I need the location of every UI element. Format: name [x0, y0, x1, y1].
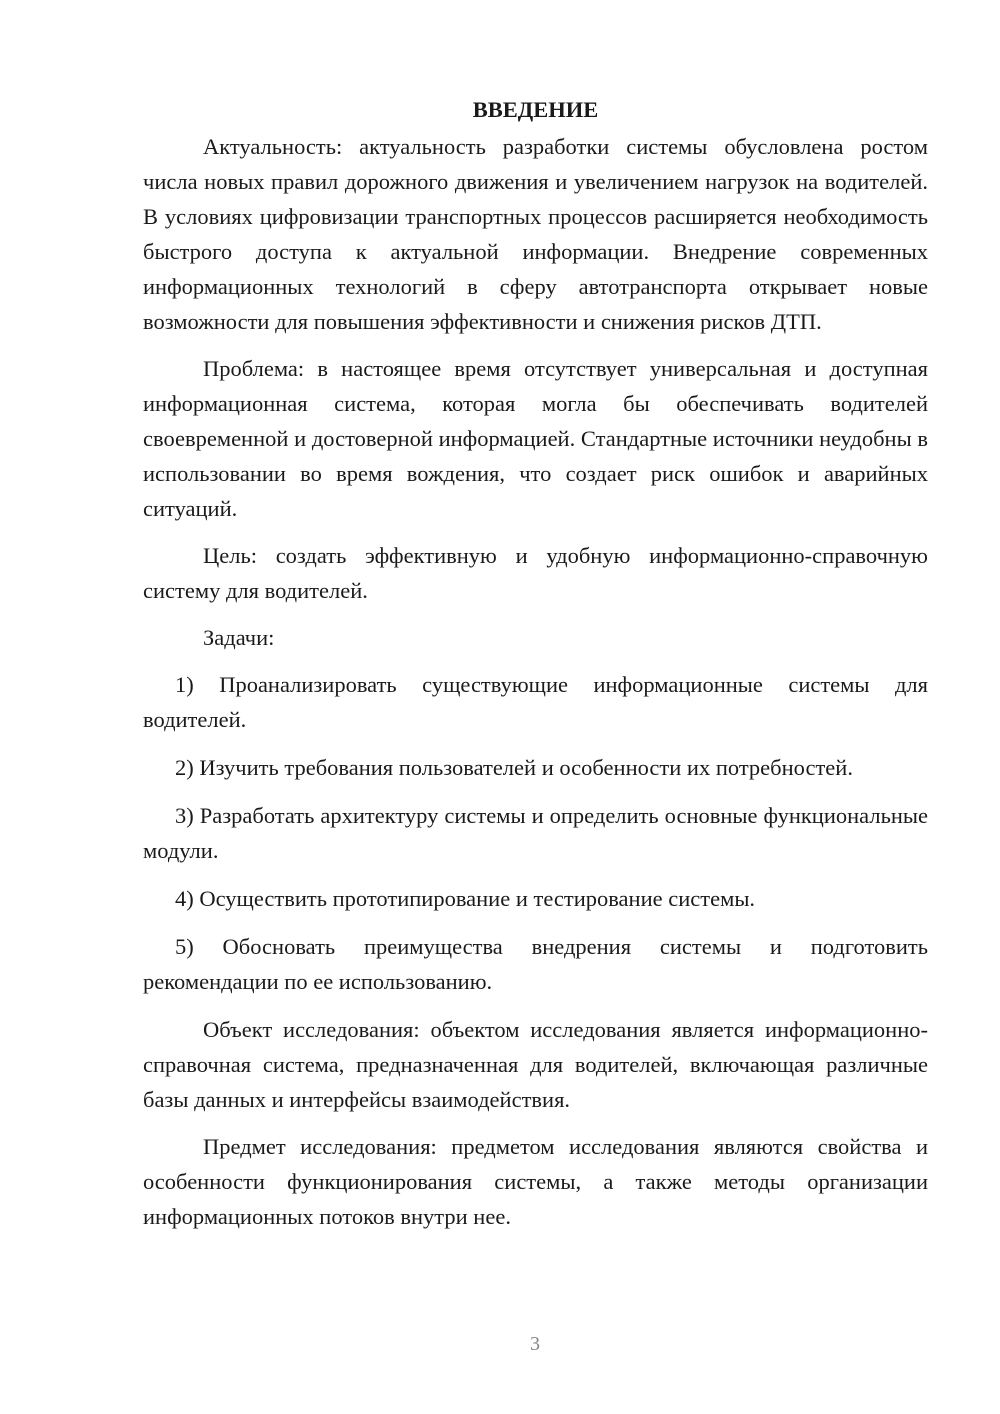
task-item-2: 2) Изучить требования пользователей и особенности их потребностей. [175, 755, 853, 780]
task-item-1: 1) Проанализировать существующие информационные системы для водителей. [143, 672, 928, 732]
document-page [143, 92, 928, 1246]
task-item-3: 3) Разработать архитектуру системы и определить основные функциональные модули. [143, 803, 928, 863]
goal-paragraph: Цель: создать эффективную и удобную информационно-справочную систему для водителей. [143, 543, 928, 603]
section-title: ВВЕДЕНИЕ [472, 97, 599, 122]
relevance-paragraph: Актуальность: актуальность разработки системы обусловлена ростом числа новых правил дорожного движения и увеличением нагрузок на водителей. В условиях цифровизации транспортных процессов расширяется необходимость быстрого доступа к актуальной информации. Внедрение современных информационных технологий в сферу автотранспорта открывает новые возможности для повышения эффективности и снижения рисков ДТП. [143, 134, 928, 334]
page-number: 3 [530, 1333, 540, 1355]
task-item-5: 5) Обосновать преимущества внедрения системы и подготовить рекомендации по ее использованию. [143, 934, 928, 994]
tasks-label: Задачи: [203, 625, 275, 650]
object-paragraph: Объект исследования: объектом исследования является информационно-справочная система, предназначенная для водителей, включающая различные базы данных и интерфейсы взаимодействия. [143, 1017, 928, 1112]
task-item-4: 4) Осуществить прототипирование и тестирование системы. [175, 886, 756, 911]
subject-paragraph: Предмет исследования: предметом исследования являются свойства и особенности функционирования системы, а также методы организации информационных потоков внутри нее. [143, 1134, 928, 1229]
problem-paragraph: Проблема: в настоящее время отсутствует универсальная и доступная информационная система, которая могла бы обеспечивать водителей своевременной и достоверной информацией. Стандартные источники неудобны в использовании во время вождения, что создает риск ошибок и аварийных ситуаций. [143, 356, 928, 521]
